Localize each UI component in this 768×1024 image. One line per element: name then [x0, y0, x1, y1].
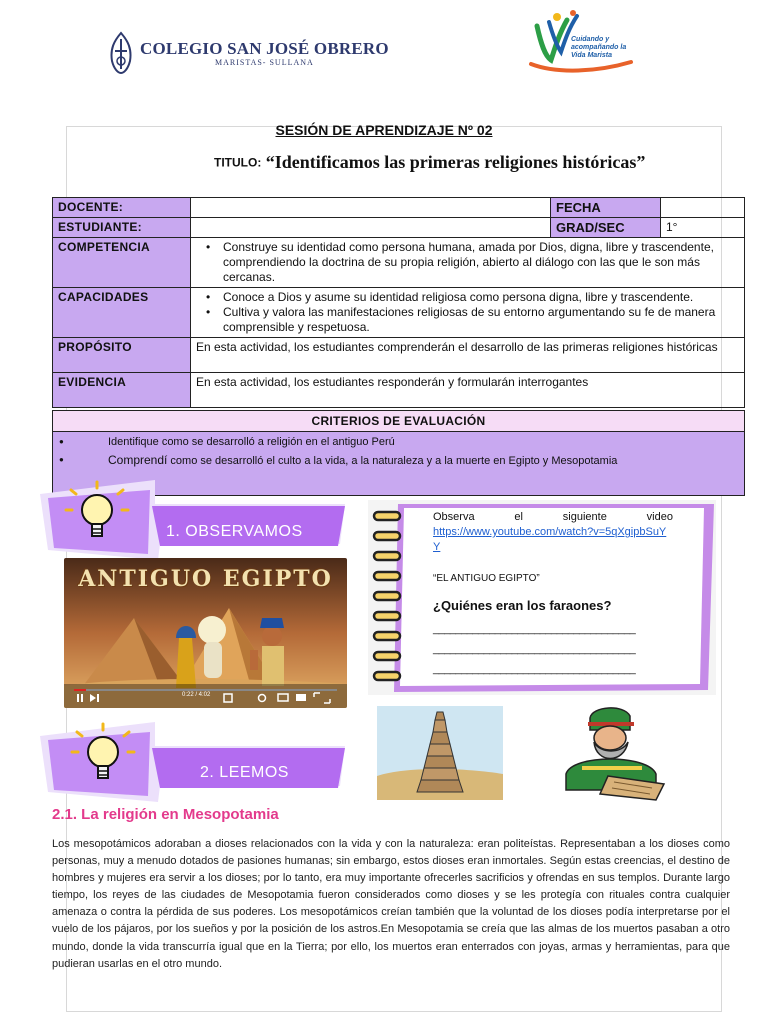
- reading-heading: 2.1. La religión en Mesopotamia: [52, 806, 279, 823]
- video-time: 0:22 / 4:02: [182, 692, 211, 698]
- capacidades-cell: [191, 288, 745, 338]
- leemos-banner: [40, 722, 345, 802]
- instruction-word: siguiente: [562, 511, 607, 523]
- marist-slogan: Cuidando y acompañando la Vida Marista: [571, 36, 627, 59]
- school-subtitle: MARISTAS- SULLANA: [214, 58, 314, 67]
- title-text: “Identificamos las primeras religiones históricas”: [265, 152, 646, 172]
- notebook-card: [368, 500, 716, 695]
- instruction-word: el: [514, 511, 523, 523]
- docente-label: DOCENTE:: [53, 198, 191, 218]
- proposito-text: En esta actividad, los estudiantes comprenderán el desarrollo de las primeras religiones históricas: [191, 338, 745, 373]
- capacidades-label: CAPACIDADES: [53, 288, 191, 338]
- estudiante-value[interactable]: [191, 218, 551, 238]
- reading-body: Los mesopotámicos adoraban a dioses relacionados con la vida y con la naturaleza: eran politeístas. Representaban a los dioses como personas, muy a menudo dotados de pasiones humanas; sin embargo, estos dioses eran inmortales. Según estas creencias, el destino de hombres y mujeres era servir a los dioses; por lo tanto, era muy importante ofrecerles sacrificios y ofrendas en sus templos. Durante largo tiempo, los reyes de las ciudades de Mesopotamia fueron considerados como dioses y se les protegía con rituales contra cualquier amenaza o contra la pérdida de sus poderes. Los mesopotámicos creían también que la voluntad de los dioses podía interpretarse por el vuelo de los pájaros, por los sueños y por la posición de los astros.En Mesopotamia se creía que las almas de los muertos pasaban a otro mundo, donde la vida transcurría igual que en la Tierra; por ello, los muertos eran enterrados con joyas, armas y herramientas, para que pudieran usarlas en el otro mundo.: [52, 838, 730, 970]
- competencia-item: • Construye su identidad como persona humana, amada por Dios, digna, libre y trascendente, comprendiendo la doctrina de su propia religión, abierto al diálogo con las que le son más cercanas.: [196, 240, 739, 285]
- observamos-banner: [40, 480, 345, 560]
- video-title: ANTIGUO EGIPTO: [78, 566, 333, 592]
- ziggurat-image: [377, 706, 503, 800]
- answer-line[interactable]: ____________________________________: [433, 623, 636, 635]
- estudiante-label: ESTUDIANTE:: [53, 218, 191, 238]
- school-name: COLEGIO SAN JOSÉ OBRERO: [140, 39, 389, 58]
- docente-value[interactable]: [191, 198, 551, 218]
- competencia-label: COMPETENCIA: [53, 238, 191, 288]
- instruction-word: Observa: [433, 511, 475, 523]
- notebook-content: [433, 510, 673, 677]
- marist-logo: [527, 8, 635, 74]
- scribe-image: [552, 704, 674, 802]
- capacidad-item: • Conoce a Dios y asume su identidad religiosa como persona digna, libre y trascendente.: [196, 290, 739, 305]
- answer-line[interactable]: ____________________________________: [433, 643, 636, 655]
- competencia-cell: [191, 238, 745, 288]
- school-crest-icon: [106, 31, 136, 75]
- video-link[interactable]: https://www.youtube.com/watch?v=5qXgipbSuYY: [433, 526, 667, 553]
- proposito-label: PROPÓSITO: [53, 338, 191, 373]
- criteria-item-text: Identifique como se desarrolló a religión en el antiguo Perú: [108, 436, 395, 448]
- criteria-item-lead: Comprendí: [108, 453, 168, 467]
- evidencia-label: EVIDENCIA: [53, 373, 191, 408]
- video-thumbnail[interactable]: [64, 558, 347, 708]
- video-name: “EL ANTIGUO EGIPTO”: [433, 573, 540, 584]
- criteria-item-text: como se desarrolló el culto a la vida, a la naturaleza y a la muerte en Egipto y Mesopotamia: [167, 455, 618, 467]
- school-logo: [106, 30, 389, 76]
- title-row: [214, 152, 645, 173]
- instruction-word: video: [646, 511, 673, 523]
- session-title: SESIÓN DE APRENDIZAJE Nº 02: [275, 122, 493, 138]
- gradsec-value[interactable]: 1°: [661, 218, 745, 238]
- session-info-table: [52, 197, 745, 408]
- capacidad-item: • Cultiva y valora las manifestaciones religiosas de su entorno argumentando su fe de manera comprensible y respetuosa.: [196, 305, 739, 335]
- fecha-value[interactable]: [661, 198, 745, 218]
- answer-line[interactable]: ____________________________________: [433, 663, 636, 675]
- gradsec-label: GRAD/SEC: [551, 218, 661, 238]
- criteria-heading: CRITERIOS DE EVALUACIÓN: [53, 411, 744, 432]
- leemos-label: 2. LEEMOS: [200, 764, 289, 781]
- title-label: TITULO:: [214, 155, 262, 170]
- criteria-item: [53, 434, 744, 450]
- question: ¿Quiénes eran los faraones?: [433, 598, 612, 613]
- criteria-item: [53, 452, 744, 469]
- evidencia-text: En esta actividad, los estudiantes responderán y formularán interrogantes: [191, 373, 745, 408]
- observamos-label: 1. OBSERVAMOS: [166, 523, 303, 540]
- instruction-line: [433, 510, 673, 525]
- fecha-label: FECHA: [551, 198, 661, 218]
